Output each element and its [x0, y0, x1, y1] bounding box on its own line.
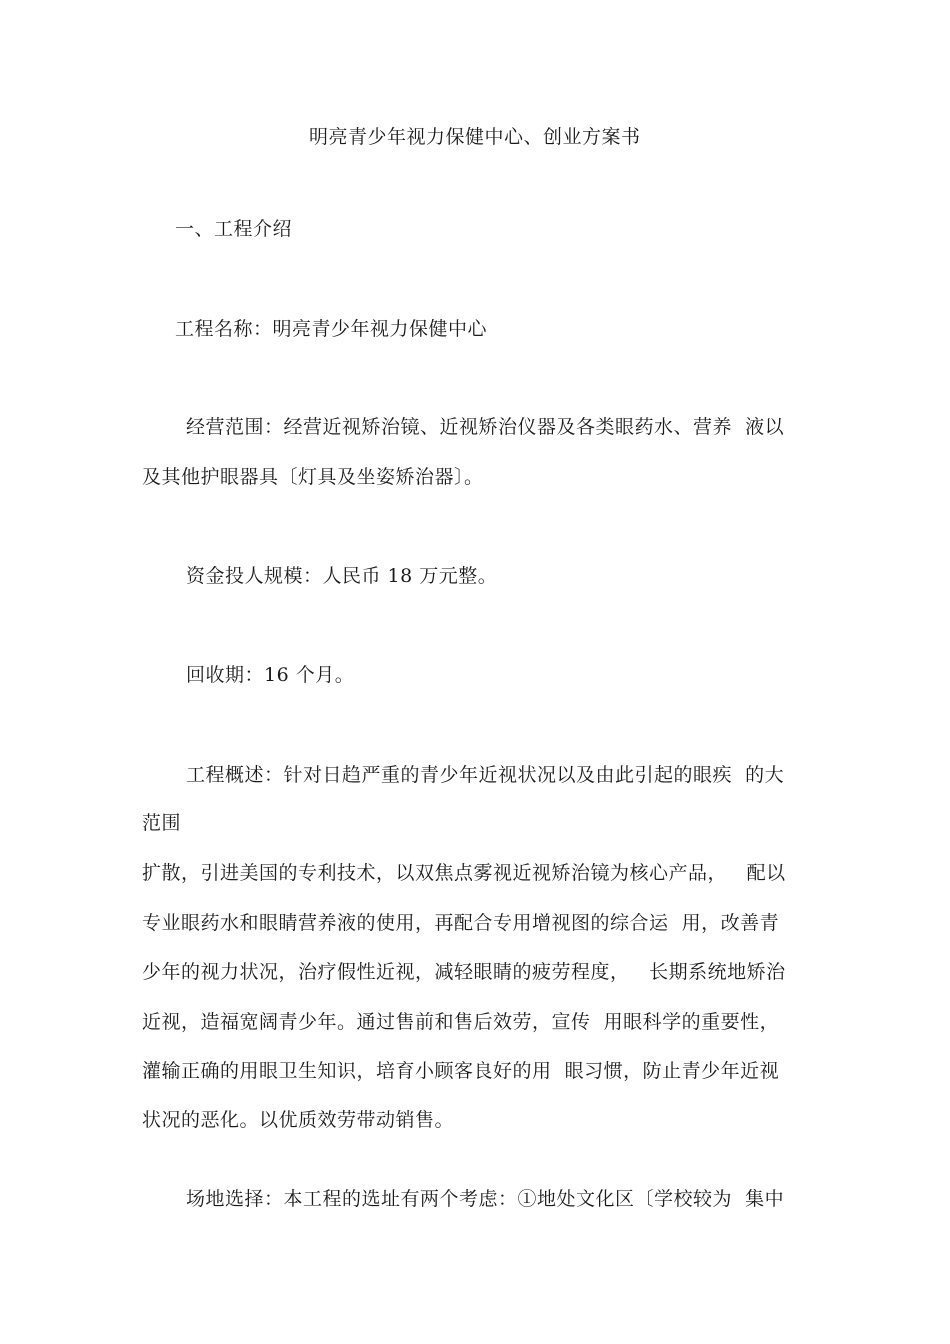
overview-line-1: 工程概述：针对日趋严重的青少年近视状况以及由此引起的眼疾 的大	[186, 764, 785, 786]
overview-line-2: 范围	[142, 812, 182, 834]
business-scope-line-2: 及其他护眼器具〔灯具及坐姿矫治器〕。	[142, 466, 484, 488]
overview-line-8: 状况的恶化。以优质效劳带动销售。	[142, 1109, 455, 1131]
overview-line-3: 扩散，引进美国的专利技术，以双焦点雾视近视矫治镜为核心产品， 配以	[142, 862, 786, 884]
document-title: 明亮青少年视力保健中心、创业方案书	[309, 126, 641, 148]
site-selection: 场地选择：本工程的选址有两个考虑：①地处文化区〔学校较为 集中	[186, 1188, 785, 1210]
overview-line-6: 近视，造福宽阔青少年。通过售前和售后效劳，宣传 用眼科学的重要性，	[142, 1011, 780, 1033]
section-heading: 一、工程介绍	[175, 218, 293, 240]
overview-line-7: 灌输正确的用眼卫生知识，培育小顾客良好的用 眼习惯，防止青少年近视	[142, 1060, 780, 1082]
payback-period: 回收期：16 个月。	[186, 664, 355, 686]
investment-scale: 资金投人规模：人民币 18 万元整。	[186, 565, 498, 587]
overview-line-4: 专业眼药水和眼睛营养液的使用，再配合专用增视图的综合运 用，改善青	[142, 912, 780, 934]
business-scope-line-1: 经营范围：经营近视矫治镜、近视矫治仪器及各类眼药水、营养 液以	[186, 416, 785, 438]
project-name: 工程名称：明亮青少年视力保健中心	[175, 318, 488, 340]
overview-line-5: 少年的视力状况，治疗假性近视，减轻眼睛的疲劳程度， 长期系统地矫治	[142, 961, 786, 983]
